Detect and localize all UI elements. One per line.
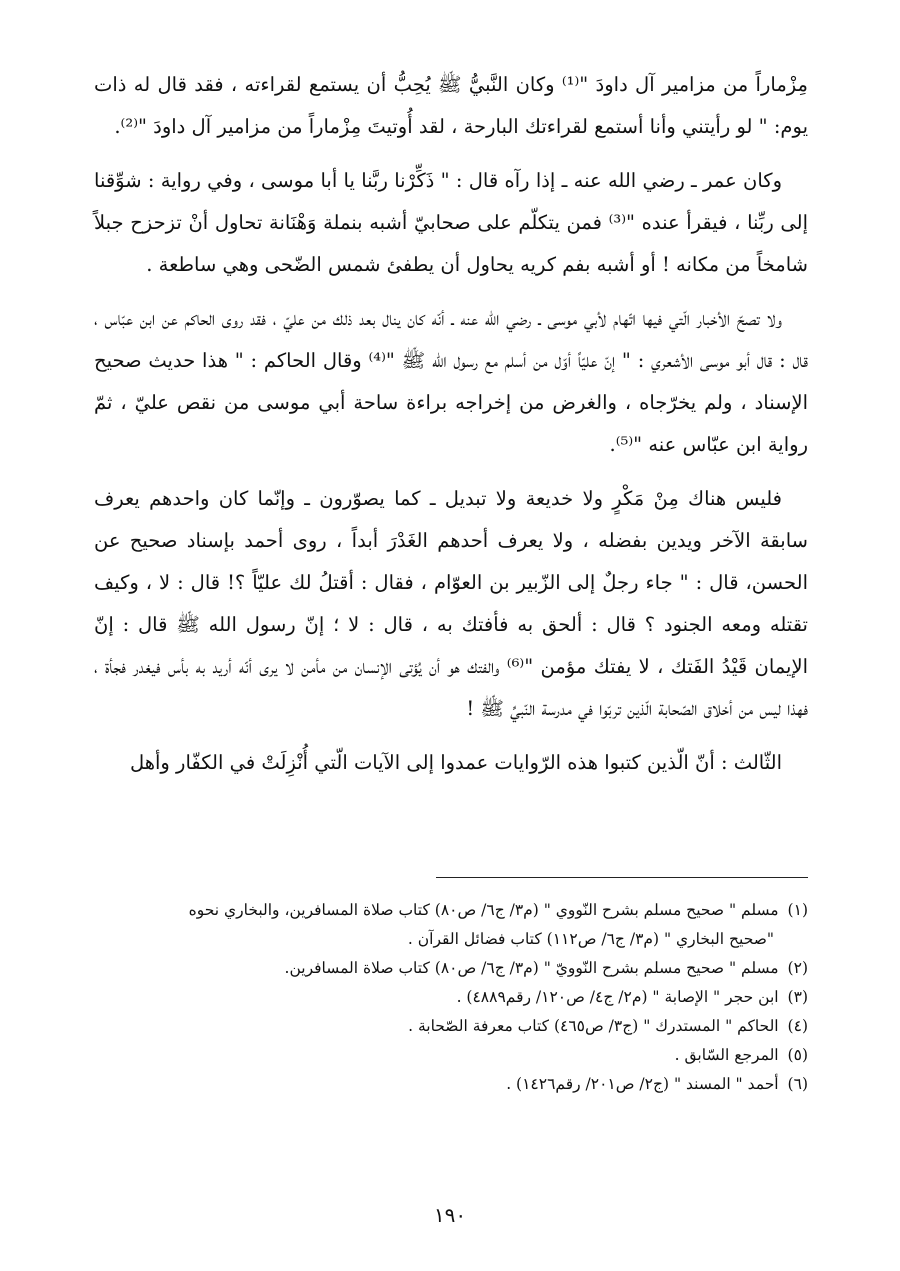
footnote [94, 1012, 808, 1041]
footnote-text: مسلم " صحيح مسلم بشرح النّوويّ " (م٣/ ج٦/ ص٨٠) كتاب صلاة المسافرين. [284, 959, 779, 977]
paragraph: مِزْماراً من مزامير آل داودَ "⁽¹⁾ وكان النَّبيُّ ﷺ يُحِبُّ أن يستمع لقراءته ، فقد قال له ذات يوم: " لو رأيتني وأنا أستمع لقراءتك البارحة ، لقد أُوتيتَ مِزْماراً من مزامير آل داودَ "⁽²⁾. [94, 73, 808, 138]
footnote-number: (٦) [787, 1075, 808, 1093]
footnotes [94, 896, 808, 1099]
footnote [94, 896, 808, 954]
paragraph: فليس هناك مِنْ مَكْرٍ ولا خديعة ولا تبديل ـ كما يصوّرون ـ وإنّما كان واحدهم يعرف سابقة الآخر ويدين بفضله ، ولا يعرف أحدهم الغَدْرَ أبداً ، روى أحمد بإسناد صحيح عن الحسن، قال : " جاء رجلٌ إلى الزّبير بن العوّام ، فقال : أقتلُ لك عليّاً ؟! قال : لا ، وكيف تقتله ومعه الجنود ؟ قال : ألحق به فأفتك به ، قال : لا ؛ إنّ رسول الله ﷺ قال : إنّ الإيمان قَيْدُ الفَتك ، لا يفتك مؤمن "⁽⁶⁾ والفتك هو أن يُؤتى الإنسان من مأمن لا يرى أنّه أريد به بأس فيغدر فجأة ، فهذا ليس من أخلاق الصّحابة الّذين تربّوا في مدرسة النّبيِّ ﷺ ! [94, 487, 808, 720]
main-text [94, 64, 808, 796]
page-number: ١٩٠ [433, 1203, 467, 1227]
footnote-number: (٥) [787, 1046, 808, 1064]
footnote-number: (١) [787, 901, 808, 919]
footnote-continuation: "صحيح البخاري " (م٣/ ج٦/ ص١١٢) كتاب فضائل القرآن . [407, 930, 774, 948]
paragraph: الثّالث : أنّ الّذين كتبوا هذه الرّوايات عمدوا إلى الآيات الّتي أُنْزِلَتْ في الكفّار وأهل [129, 751, 782, 774]
footnote [94, 983, 808, 1012]
footnote-number: (٤) [787, 1017, 808, 1035]
footnote-text: المرجع السّابق . [674, 1046, 779, 1064]
footnote-text: أحمد " المسند " (ج٢/ ص٢٠١/ رقم١٤٢٦) . [506, 1075, 779, 1093]
paragraph: ولا تصحّ الأخبار الّتي فيها اتّهام لأبي موسى ـ رضي الله عنه ـ أنّه كان ينال بعد ذلك من عليّ ، فقد روى الحاكم عن ابن عبّاس ، قال : قال أبو موسى الأشعري : " إنّ عليّاً أوّل من أسلم مع رسول الله ﷺ "⁽⁴⁾ وقال الحاكم : " هذا حديث صحيح الإسناد ، ولم يخرّجاه ، والغرض من إخراجه براءة ساحة أبي موسى من نقص عليّ ، ثمّ رواية ابن عبّاس عنه "⁽⁵⁾. [94, 307, 808, 456]
footnote-text: مسلم " صحيح مسلم بشرح النّووي " (م٣/ ج٦/ ص٨٠) كتاب صلاة المسافرين، والبخاري نحوه [188, 901, 779, 919]
footnote [94, 1070, 808, 1099]
footnote [94, 954, 808, 983]
footnote [94, 1041, 808, 1070]
paragraph: وكان عمر ـ رضي الله عنه ـ إذا رآه قال : " ذَكِّرْنا ربَّنا يا أبا موسى ، وفي رواية : شوِّقنا إلى ربِّنا ، فيقرأ عنده "⁽³⁾ فمن يتكلّم على صحابيّ أشبه بنملة وَهْنَانة تحاول أنْ تزحزح جبلاً شامخاً من مكانه ! أو أشبه بفم كريه يحاول أن يطفئ شمس الضّحى وهي ساطعة . [94, 169, 808, 276]
footnote-number: (٣) [787, 988, 808, 1006]
footnote-text: ابن حجر " الإصابة " (م٢/ ج٤/ ص١٢٠/ رقم٤٨٨٩) . [456, 988, 779, 1006]
footnote-text: الحاكم " المستدرك " (ج٣/ ص٤٦٥) كتاب معرفة الصّحابة . [408, 1017, 779, 1035]
footnote-divider [436, 877, 808, 878]
footnote-number: (٢) [787, 959, 808, 977]
